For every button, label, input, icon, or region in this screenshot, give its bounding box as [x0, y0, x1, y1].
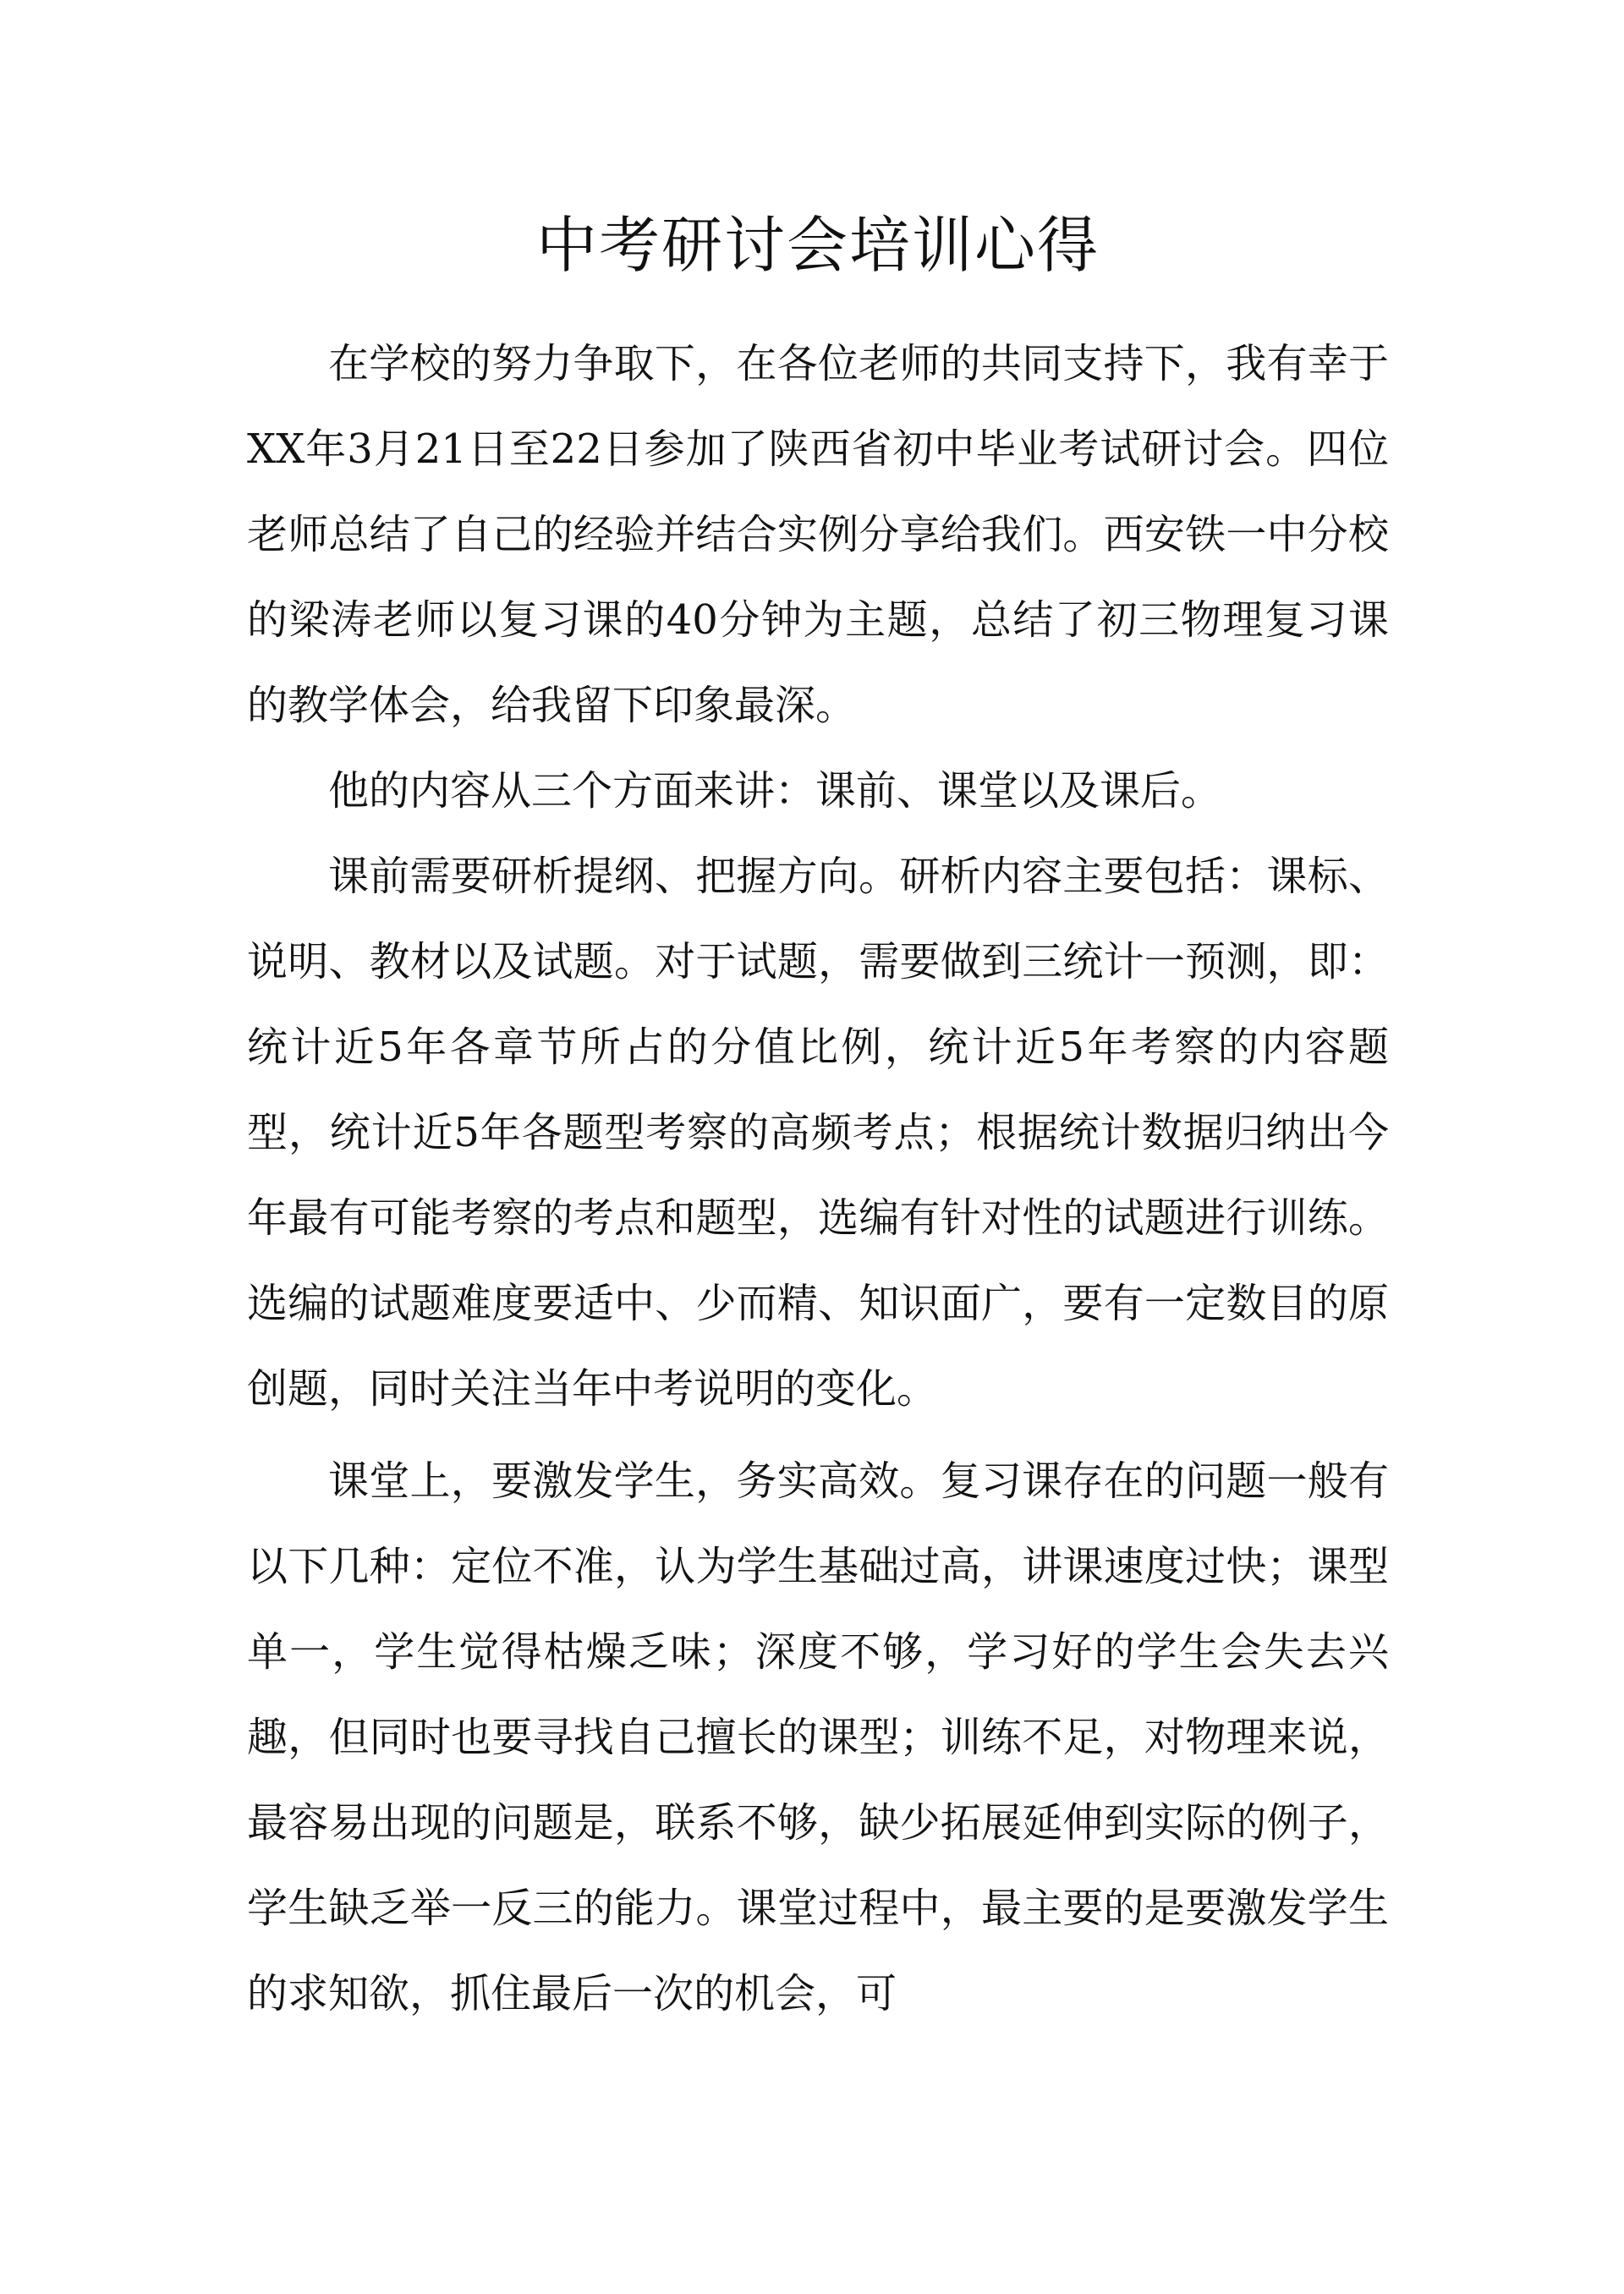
- paragraph-before-class: 课前需要研析提纲、把握方向。研析内容主要包括：课标、说明、教材以及试题。对于试题，需要做到三统计一预测，即：统计近5年各章节所占的分值比例，统计近5年考察的内容题型，统计近5年各题型考察的高频考点；根据统计数据归纳出今年最有可能考察的考点和题型，选编有针对性的试题进行训练。选编的试题难度要适中、少而精、知识面广，要有一定数目的原创题，同时关注当年中考说明的变化。: [247, 853, 1389, 1413]
- document-title: 中考研讨会培训心得: [535, 210, 1100, 281]
- document-body: [247, 169, 1389, 2037]
- paragraph-overview: 他的内容从三个方面来讲：课前、课堂以及课后。: [328, 767, 1222, 815]
- paragraph-intro: 在学校的努力争取下，在各位老师的共同支持下，我有幸于XX年3月21日至22日参加了陕西省初中毕业考试研讨会。四位老师总结了自己的经验并结合实例分享给我们。西安铁一中分校的梁涛老师以复习课的40分钟为主题，总结了初三物理复习课的教学体会，给我留下印象最深。: [247, 340, 1389, 729]
- paragraph-in-class: 课堂上，要激发学生，务实高效。复习课存在的问题一般有以下几种：定位不准，认为学生基础过高，讲课速度过快；课型单一，学生觉得枯燥乏味；深度不够，学习好的学生会失去兴趣，但同时也要寻找自己擅长的课型；训练不足，对物理来说，最容易出现的问题是，联系不够，缺少拓展延伸到实际的例子，学生缺乏举一反三的能力。课堂过程中，最主要的是要激发学生的求知欲，抓住最后一次的机会，可: [247, 1457, 1389, 2017]
